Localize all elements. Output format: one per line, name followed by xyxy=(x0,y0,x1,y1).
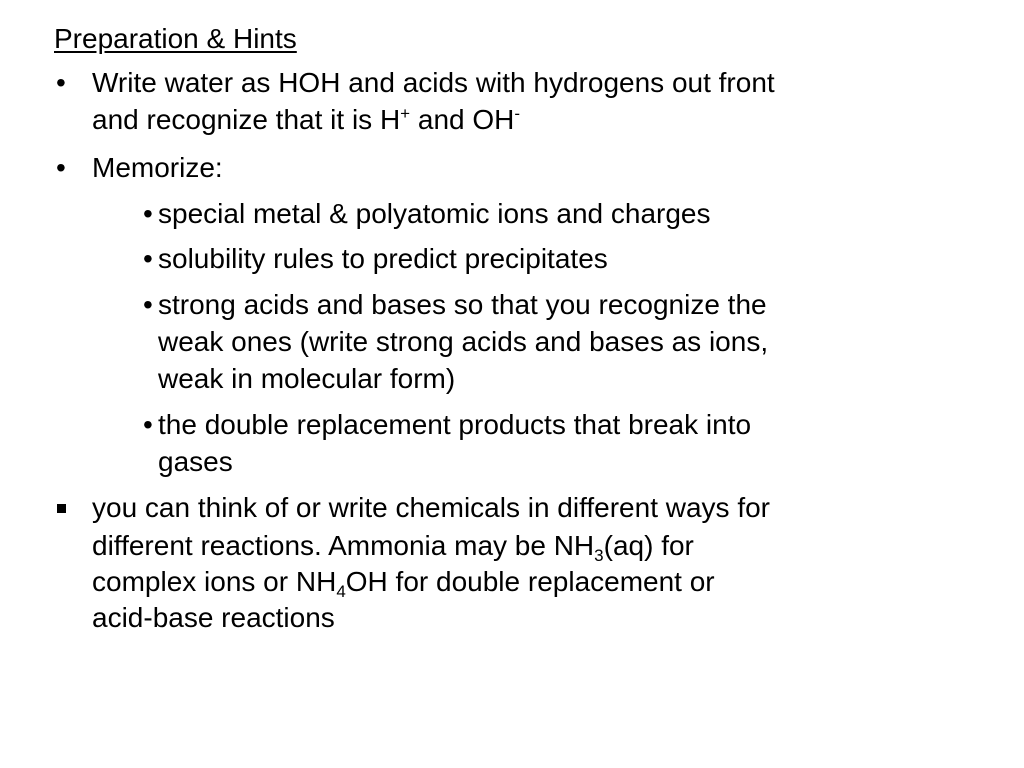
square-bullet-icon xyxy=(57,504,66,513)
water-hint-line-2: and recognize that it is H+ and OH- xyxy=(92,104,521,135)
sub-bullet-icon: • xyxy=(143,289,153,320)
sub-bullet-icon: • xyxy=(143,198,153,229)
nh4-subscript: 4 xyxy=(336,582,346,601)
chemicals-hint-line-4: acid-base reactions xyxy=(92,602,335,633)
chemicals-hint-line-3: complex ions or $NH_4OH$ for double replacement or xyxy=(92,566,715,601)
sub-bullet-icon: • xyxy=(143,409,153,440)
sub-item-double-line-2: gases xyxy=(158,446,233,477)
bullet-icon: • xyxy=(56,152,66,183)
sub-item-ions: special metal & polyatomic ions and charges xyxy=(158,198,711,229)
sub-bullet-icon: • xyxy=(143,243,153,274)
water-hint-line-1: Write water as HOH and acids with hydrogens out front xyxy=(92,67,775,98)
sub-item-acids-line-3: weak in molecular form) xyxy=(158,363,456,394)
h-plus-superscript: + xyxy=(400,104,411,123)
sub-item-acids-line-2: weak ones (write strong acids and bases as ions, xyxy=(158,326,769,357)
slide-heading: Preparation & Hints xyxy=(54,23,297,54)
chemicals-hint-line-1: you can think of or write chemicals in different ways for xyxy=(92,492,771,523)
sub-item-acids-line-1: strong acids and bases so that you recognize the xyxy=(158,289,767,320)
sub-item-solubility: solubility rules to predict precipitates xyxy=(158,243,608,274)
memorize-label: Memorize: xyxy=(92,152,223,183)
bullet-icon: • xyxy=(56,67,66,98)
sub-item-double-line-1: the double replacement products that break into xyxy=(158,409,752,440)
nh3-subscript: 3 xyxy=(594,546,604,565)
oh-minus-superscript: - xyxy=(514,104,521,123)
chemicals-hint-line-2: different reactions. Ammonia may be $NH_3(aq)$ for xyxy=(92,530,694,565)
